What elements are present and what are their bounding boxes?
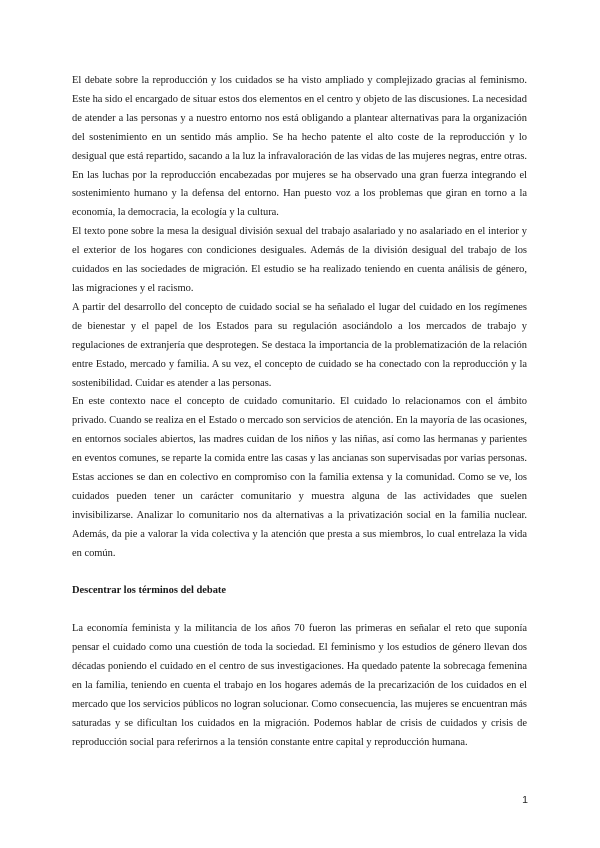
section-heading: Descentrar los términos del debate bbox=[72, 585, 227, 597]
paragraph: La economía feminista y la militancia de los años 70 fueron las primeras en señalar el reto que suponía pensar el cuidado como una cuestión de toda la sociedad. El feminismo y los estudios de género llevan dos décadas poniendo el cuidado en el centro de sus investigaciones. Ha quedado patente la sobrecaga femenina en la familia, teniendo en cuenta el trabajo en los hogares además de la precarización de los cuidados en el mercado que los servicios públicos no logran solucionar. Como consecuencia, las mujeres se encuentran más saturadas y se dificultan los cuidados en la migración. Podemos hablar de crisis de cuidados y crisis de reproducción social para referirnos a la tensión constante entre capital y reproducción humana. bbox=[72, 623, 527, 748]
document-body bbox=[72, 72, 527, 753]
paragraph: El texto pone sobre la mesa la desigual división sexual del trabajo asalariado y no asalariado en el interior y el exterior de los hogares con condiciones desiguales. Además de la división desigual del trabajo de los cuidados en las sociedades de migración. El estudio se ha realizado teniendo en cuenta análisis de género, las migraciones y el racismo. bbox=[72, 226, 527, 294]
section-heading-block bbox=[72, 582, 527, 601]
paragraph: En este contexto nace el concepto de cuidado comunitario. El cuidado lo relacionamos con el ámbito privado. Cuando se realiza en el Estado o mercado son servicios de atención. En la mayoría de las ocasiones, en entornos sociales abiertos, las madres cuidan de los niños y las niñas, así como las hermanas y parientes en eventos comunes, se reparte la comida entre las casas y las ancianas son supervisadas por varias personas. Estas acciones se dan en colectivo en compromiso con la familia extensa y la comunidad. Como se ve, los cuidados pueden tener un carácter comunitario y muestra alguna de las actividades que suelen invisibilizarse. Analizar lo comunitario nos da alternativas a la privatización social en la familia nuclear. Además, da pie a valorar la vida colectiva y la atención que presta a sus miembros, lo cual entrelaza la vida en común. bbox=[72, 396, 527, 559]
page-number: 1 bbox=[522, 794, 528, 806]
paragraph: El debate sobre la reproducción y los cuidados se ha visto ampliado y complejizado gracias al feminismo. Este ha sido el encargado de situar estos dos elementos en el centro y objeto de las discusiones. La necesidad de atender a las personas y a nuestro entorno nos está obligando a plantear alternativas para la organización del sostenimiento en un sentido más amplio. Se ha hecho patente el alto coste de la reproducción y lo desigual que está repartido, sacando a la luz la infravaloración de las vidas de las mujeres negras, entre otras. En las luchas por la reproducción encabezadas por mujeres se ha observado una gran fuerza integrando el sostenimiento humano y la defensa del entorno. Han puesto voz a los problemas que giran en torno a la economía, la democracia, la ecología y la cultura. bbox=[72, 75, 527, 219]
paragraph: A partir del desarrollo del concepto de cuidado social se ha señalado el lugar del cuidado en los regímenes de bienestar y el papel de los Estados para su regulación asociándolo a los mercados de trabajo y regulaciones de extranjería que desprotegen. Se destaca la importancia de la problematización de la relación entre Estado, mercado y familia. A su vez, el concepto de cuidado se ha conectado con la reproducción y la sostenibilidad. Cuidar es atender a las personas. bbox=[72, 301, 527, 389]
